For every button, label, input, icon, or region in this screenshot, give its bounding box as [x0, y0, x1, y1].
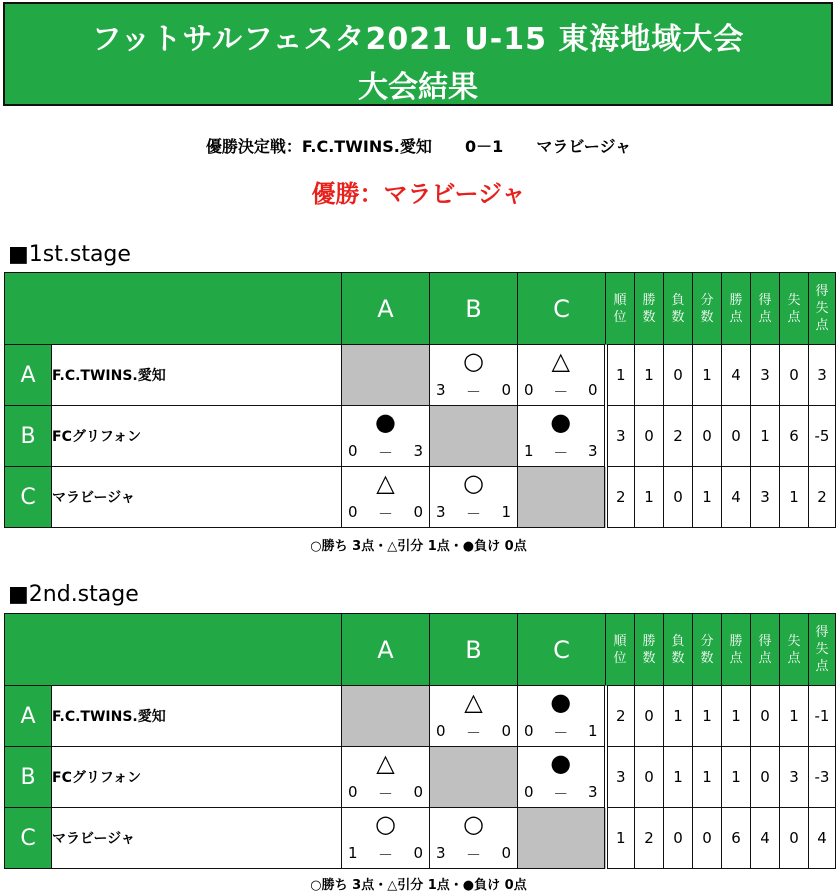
team-name: F.C.TWINS.愛知 — [52, 686, 342, 747]
row-label: A — [5, 345, 52, 406]
stat-value: 0 — [751, 686, 780, 747]
match-score — [524, 783, 598, 804]
header-stat: 分 数 — [693, 614, 722, 686]
stat-value: 2 — [606, 467, 635, 528]
stat-value: 1 — [693, 747, 722, 808]
stage-title: ■2nd.stage — [8, 582, 139, 607]
score-part: － — [465, 846, 481, 864]
stat-value: 0 — [693, 808, 722, 869]
match-score — [348, 503, 423, 524]
stat-value: 0 — [693, 406, 722, 467]
header-stat: 分 数 — [693, 273, 722, 345]
result-mark: ● — [550, 688, 572, 716]
match-result — [342, 467, 430, 528]
stat-value: 1 — [693, 686, 722, 747]
stat-value: 1 — [606, 345, 635, 406]
header-stat: 勝 点 — [722, 273, 751, 345]
stat-value: 0 — [751, 747, 780, 808]
stat-value: -5 — [809, 406, 836, 467]
score-part: 0 — [436, 722, 446, 740]
score-part: － — [465, 724, 481, 742]
stat-value: 1 — [751, 406, 780, 467]
table-row — [5, 686, 836, 747]
table-row — [5, 467, 836, 528]
match-score — [436, 722, 511, 743]
page-subtitle: 大会結果 — [358, 70, 478, 105]
row-label: C — [5, 808, 52, 869]
stat-value: 0 — [664, 467, 693, 528]
page-title: フットサルフェスタ2021 U-15 東海地域大会 — [91, 22, 745, 57]
score-part: － — [465, 383, 481, 401]
stat-value: 1 — [780, 467, 809, 528]
stat-value: 4 — [722, 467, 751, 528]
stat-value: 3 — [751, 345, 780, 406]
result-mark: ○ — [375, 810, 396, 838]
score-part: － — [465, 505, 481, 523]
legend-note: ○勝ち 3点・△引分 1点・●負け 0点 — [310, 878, 527, 893]
score-part: 0 — [413, 503, 423, 521]
stat-value: 4 — [751, 808, 780, 869]
score-part: 0 — [501, 722, 511, 740]
team-name: FCグリフォン — [52, 406, 342, 467]
header-stat: 勝 点 — [722, 614, 751, 686]
result-mark: △ — [464, 688, 483, 716]
stat-value: 4 — [722, 345, 751, 406]
result-mark: △ — [376, 469, 395, 497]
self-match-cell — [342, 686, 430, 747]
team-name: マラビージャ — [52, 467, 342, 528]
self-match-cell — [342, 345, 430, 406]
score-part: － — [553, 444, 569, 462]
row-label: B — [5, 747, 52, 808]
stat-value: 2 — [664, 406, 693, 467]
match-result — [518, 345, 606, 406]
stat-value: 0 — [664, 808, 693, 869]
result-mark: ● — [550, 749, 572, 777]
stat-value: 0 — [635, 406, 664, 467]
match-score — [348, 783, 423, 804]
score-part: 0 — [413, 783, 423, 801]
match-result — [342, 747, 430, 808]
score-part: － — [377, 444, 393, 462]
stat-value: 2 — [606, 686, 635, 747]
match-score — [348, 442, 423, 463]
header-corner — [5, 273, 342, 345]
champion: 優勝：マラビージャ — [311, 180, 526, 208]
stat-value: 1 — [664, 747, 693, 808]
final-label: 優勝決定戦：F.C.TWINS.愛知 — [205, 137, 432, 156]
stat-value: 3 — [809, 345, 836, 406]
match-score — [436, 381, 511, 402]
stat-value: 1 — [635, 345, 664, 406]
header-stat: 勝 数 — [635, 273, 664, 345]
team-name: FCグリフォン — [52, 747, 342, 808]
match-score — [348, 844, 423, 865]
header-team-a: A — [342, 273, 430, 345]
stat-value: -3 — [809, 747, 836, 808]
score-part: 3 — [587, 442, 598, 460]
result-mark: △ — [551, 347, 570, 375]
result-mark: ● — [375, 408, 396, 436]
score-part: 3 — [436, 503, 446, 521]
match-result — [430, 686, 518, 747]
stat-value: 0 — [722, 406, 751, 467]
score-part: 1 — [501, 503, 511, 521]
match-result — [342, 808, 430, 869]
table-row — [5, 747, 836, 808]
header-corner — [5, 614, 342, 686]
score-part: 0 — [413, 844, 423, 862]
stat-value: 1 — [722, 747, 751, 808]
row-label: A — [5, 686, 52, 747]
stat-value: 4 — [809, 808, 836, 869]
match-score — [524, 722, 598, 743]
stat-value: 3 — [606, 406, 635, 467]
header-team-c: C — [518, 614, 606, 686]
table-row — [5, 808, 836, 869]
score-part: － — [553, 724, 569, 742]
header-stat: 勝 数 — [635, 614, 664, 686]
header-stat: 順 位 — [606, 614, 635, 686]
final-opponent: マラビージャ — [536, 137, 632, 156]
header-stat: 得 点 — [751, 614, 780, 686]
stat-value: 1 — [693, 467, 722, 528]
title-banner — [3, 2, 833, 106]
header-stat: 得 点 — [751, 273, 780, 345]
stat-value: 1 — [780, 686, 809, 747]
stat-value: 2 — [635, 808, 664, 869]
score-part: 3 — [436, 844, 446, 862]
score-part: － — [553, 383, 569, 401]
stat-value: 0 — [635, 747, 664, 808]
stat-value: 1 — [664, 686, 693, 747]
match-score — [524, 442, 598, 463]
stat-value: 6 — [780, 406, 809, 467]
score-part: 0 — [501, 381, 511, 399]
self-match-cell — [518, 808, 606, 869]
row-label: C — [5, 467, 52, 528]
score-part: 0 — [348, 442, 358, 460]
match-result — [518, 686, 606, 747]
stat-value: 0 — [664, 345, 693, 406]
header-team-b: B — [430, 614, 518, 686]
header-team-a: A — [342, 614, 430, 686]
match-result — [430, 467, 518, 528]
header-stat: 順 位 — [606, 273, 635, 345]
stat-value: 0 — [635, 686, 664, 747]
header-stat: 負 数 — [664, 614, 693, 686]
self-match-cell — [430, 406, 518, 467]
header-stat: 負 数 — [664, 273, 693, 345]
result-mark: △ — [376, 749, 395, 777]
score-part: － — [377, 505, 393, 523]
score-part: － — [377, 846, 393, 864]
result-mark: ○ — [463, 469, 484, 497]
team-name: マラビージャ — [52, 808, 342, 869]
self-match-cell — [430, 747, 518, 808]
stat-value: 3 — [751, 467, 780, 528]
header-row — [5, 614, 836, 686]
score-part: 0 — [524, 722, 534, 740]
match-score — [436, 844, 511, 865]
match-result — [518, 747, 606, 808]
final-match — [0, 134, 837, 157]
result-mark: ○ — [463, 347, 484, 375]
score-part: 0 — [524, 783, 534, 801]
final-score: 0－1 — [464, 137, 504, 156]
stat-value: 1 — [635, 467, 664, 528]
self-match-cell — [518, 467, 606, 528]
stat-value: 1 — [693, 345, 722, 406]
legend-note: ○勝ち 3点・△引分 1点・●負け 0点 — [310, 539, 527, 554]
stat-value: 1 — [606, 808, 635, 869]
match-result — [430, 345, 518, 406]
score-part: 0 — [524, 381, 534, 399]
table-row — [5, 406, 836, 467]
match-result — [342, 406, 430, 467]
table-row — [5, 345, 836, 406]
header-stat: 得 失 点 — [809, 273, 836, 345]
stage-title: ■1st.stage — [8, 242, 131, 267]
score-part: － — [377, 785, 393, 803]
stat-value: 0 — [780, 808, 809, 869]
header-team-b: B — [430, 273, 518, 345]
match-result — [430, 808, 518, 869]
header-stat: 失 点 — [780, 273, 809, 345]
result-mark: ○ — [463, 810, 484, 838]
header-stat: 失 点 — [780, 614, 809, 686]
score-part: 0 — [348, 783, 358, 801]
stat-value: 2 — [809, 467, 836, 528]
stat-value: -1 — [809, 686, 836, 747]
score-part: 0 — [501, 844, 511, 862]
match-result — [518, 406, 606, 467]
score-part: 0 — [348, 503, 358, 521]
score-part: 0 — [587, 381, 598, 399]
score-part: 3 — [436, 381, 446, 399]
header-stat: 得 失 点 — [809, 614, 836, 686]
score-part: － — [553, 785, 569, 803]
stat-value: 3 — [606, 747, 635, 808]
match-score — [436, 503, 511, 524]
stat-value: 6 — [722, 808, 751, 869]
standings-table — [4, 272, 836, 528]
team-name: F.C.TWINS.愛知 — [52, 345, 342, 406]
row-label: B — [5, 406, 52, 467]
header-row — [5, 273, 836, 345]
match-score — [524, 381, 598, 402]
score-part: 3 — [587, 783, 598, 801]
standings-table — [4, 613, 836, 869]
stat-value: 3 — [780, 747, 809, 808]
score-part: 1 — [348, 844, 358, 862]
result-mark: ● — [550, 408, 572, 436]
score-part: 1 — [524, 442, 534, 460]
stat-value: 0 — [780, 345, 809, 406]
score-part: 3 — [413, 442, 423, 460]
header-team-c: C — [518, 273, 606, 345]
score-part: 1 — [587, 722, 598, 740]
stat-value: 1 — [722, 686, 751, 747]
